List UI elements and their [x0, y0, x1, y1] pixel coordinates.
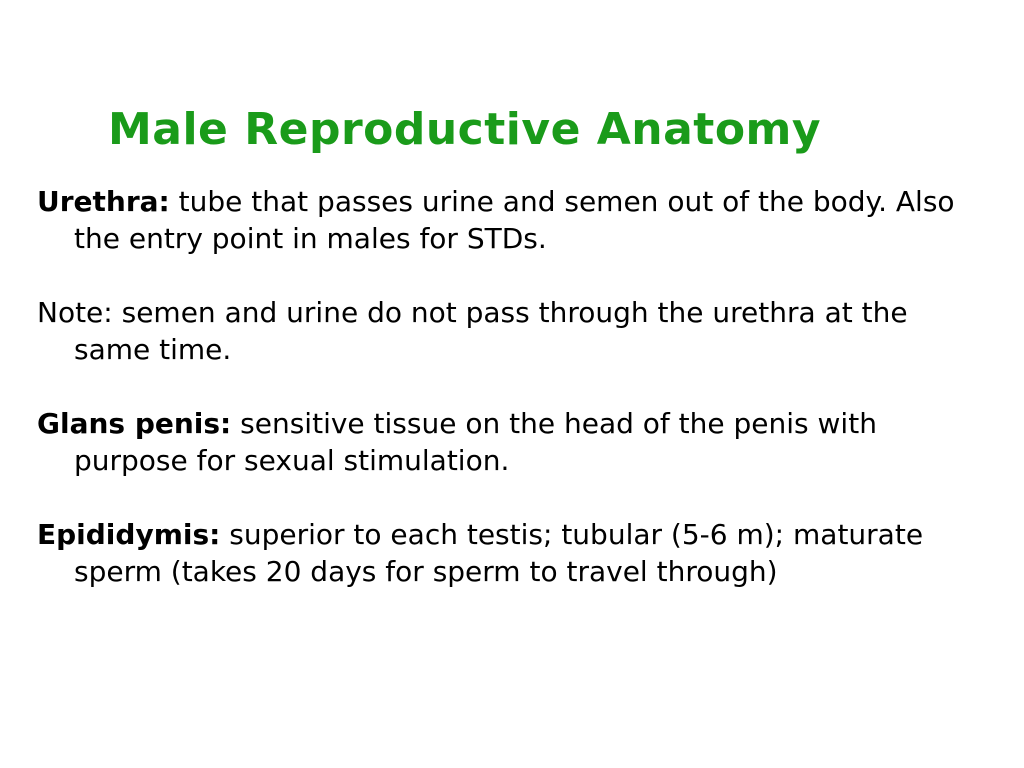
paragraph-urethra [37, 183, 987, 257]
definition-text: superior to each testis; tubular (5-6 m); maturate sperm (takes 20 days for sperm to travel through) [74, 518, 924, 588]
definition-text: tube that passes urine and semen out of the body. Also the entry point in males for STDs. [74, 185, 955, 255]
paragraph-note [37, 294, 987, 368]
term-label: Urethra: [37, 185, 170, 218]
term-label: Glans penis: [37, 407, 232, 440]
note-text: Note: semen and urine do not pass through the urethra at the same time. [37, 296, 908, 366]
paragraph-glans-penis [37, 405, 987, 479]
slide-body [37, 183, 987, 590]
slide-title: Male Reproductive Anatomy [108, 104, 822, 155]
definition-text: sensitive tissue on the head of the penis with purpose for sexual stimulation. [74, 407, 877, 477]
term-label: Epididymis: [37, 518, 221, 551]
paragraph-epididymis [37, 516, 987, 590]
